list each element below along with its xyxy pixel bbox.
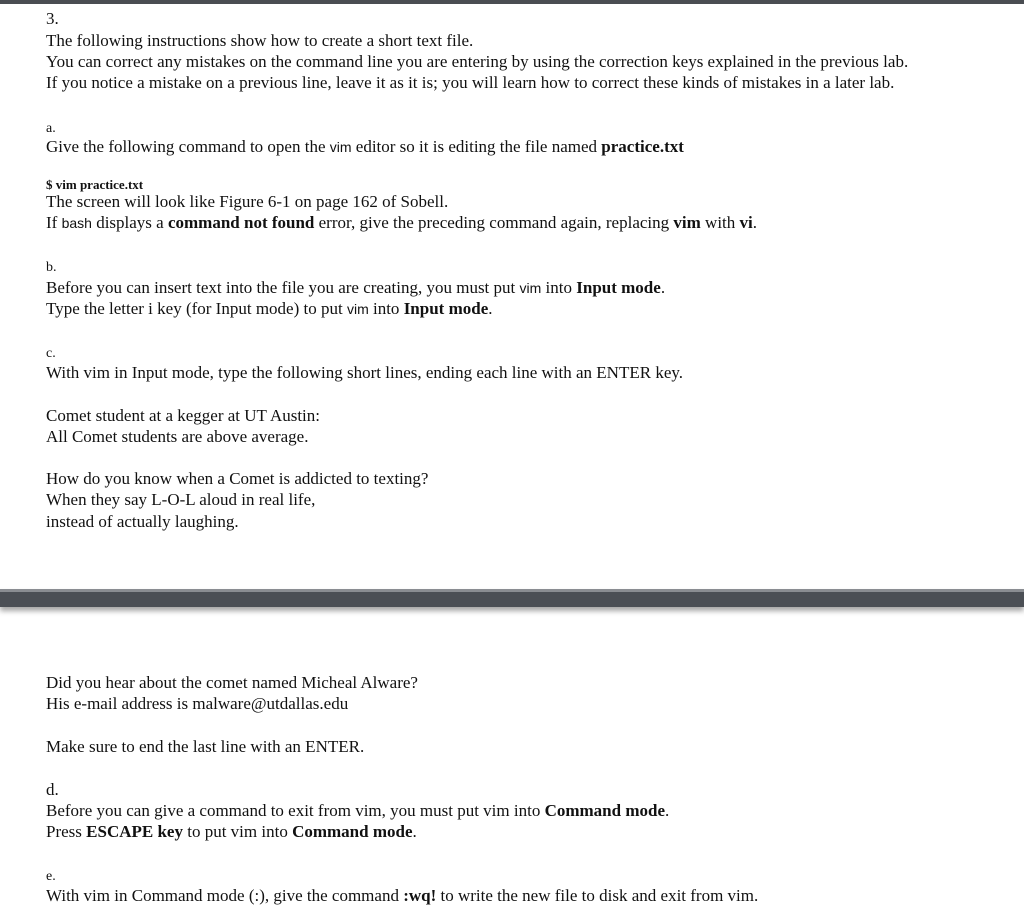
joke-2-line-1: How do you know when a Comet is addicted to texting?: [46, 469, 429, 488]
step-a-line-3: If bash displays a command not found error, give the preceding command again, replacing vim with vi.: [46, 213, 758, 232]
top-edge-bar: [0, 0, 1024, 4]
page-divider: [0, 589, 1024, 607]
step-e-line-1: With vim in Command mode (:), give the command :wq! to write the new file to disk and exit from vim.: [46, 886, 759, 905]
step-a-line-1: Give the following command to open the vim editor so it is editing the file named practice.txt: [46, 137, 684, 156]
step-b-letter: b.: [46, 260, 57, 275]
end-note: Make sure to end the last line with an ENTER.: [46, 737, 365, 756]
step-a-letter: a.: [46, 121, 56, 136]
step-d-line-2: Press ESCAPE key to put vim into Command mode.: [46, 822, 417, 841]
vim-command: $ vim practice.txt: [46, 177, 144, 192]
step-b-line-2: Type the letter i key (for Input mode) to put vim into Input mode.: [46, 299, 493, 318]
section-number: 3.: [46, 9, 59, 28]
intro-line-1: The following instructions show how to create a short text file.: [46, 31, 474, 50]
step-c-letter: c.: [46, 346, 56, 361]
step-e-letter: e.: [46, 869, 56, 884]
joke-2-line-2: When they say L-O-L aloud in real life,: [46, 490, 316, 509]
joke-3-line-2: His e-mail address is malware@utdallas.edu: [46, 694, 349, 713]
step-d-line-1: Before you can give a command to exit from vim, you must put vim into Command mode.: [46, 801, 670, 820]
joke-2-line-3: instead of actually laughing.: [46, 512, 239, 531]
joke-1-line-2: All Comet students are above average.: [46, 427, 309, 446]
step-d-letter: d.: [46, 780, 59, 799]
joke-1-line-1: Comet student at a kegger at UT Austin:: [46, 406, 321, 425]
intro-line-2: You can correct any mistakes on the command line you are entering by using the correction keys explained in the previous lab.: [46, 52, 909, 71]
step-a-line-2: The screen will look like Figure 6-1 on page 162 of Sobell.: [46, 192, 449, 211]
intro-line-3: If you notice a mistake on a previous line, leave it as it is; you will learn how to correct these kinds of mistakes in a later lab.: [46, 73, 895, 92]
step-b-line-1: Before you can insert text into the file you are creating, you must put vim into Input mode.: [46, 278, 666, 297]
joke-3-line-1: Did you hear about the comet named Micheal Alware?: [46, 673, 418, 692]
step-c-line-1: With vim in Input mode, type the following short lines, ending each line with an ENTER key.: [46, 363, 684, 382]
